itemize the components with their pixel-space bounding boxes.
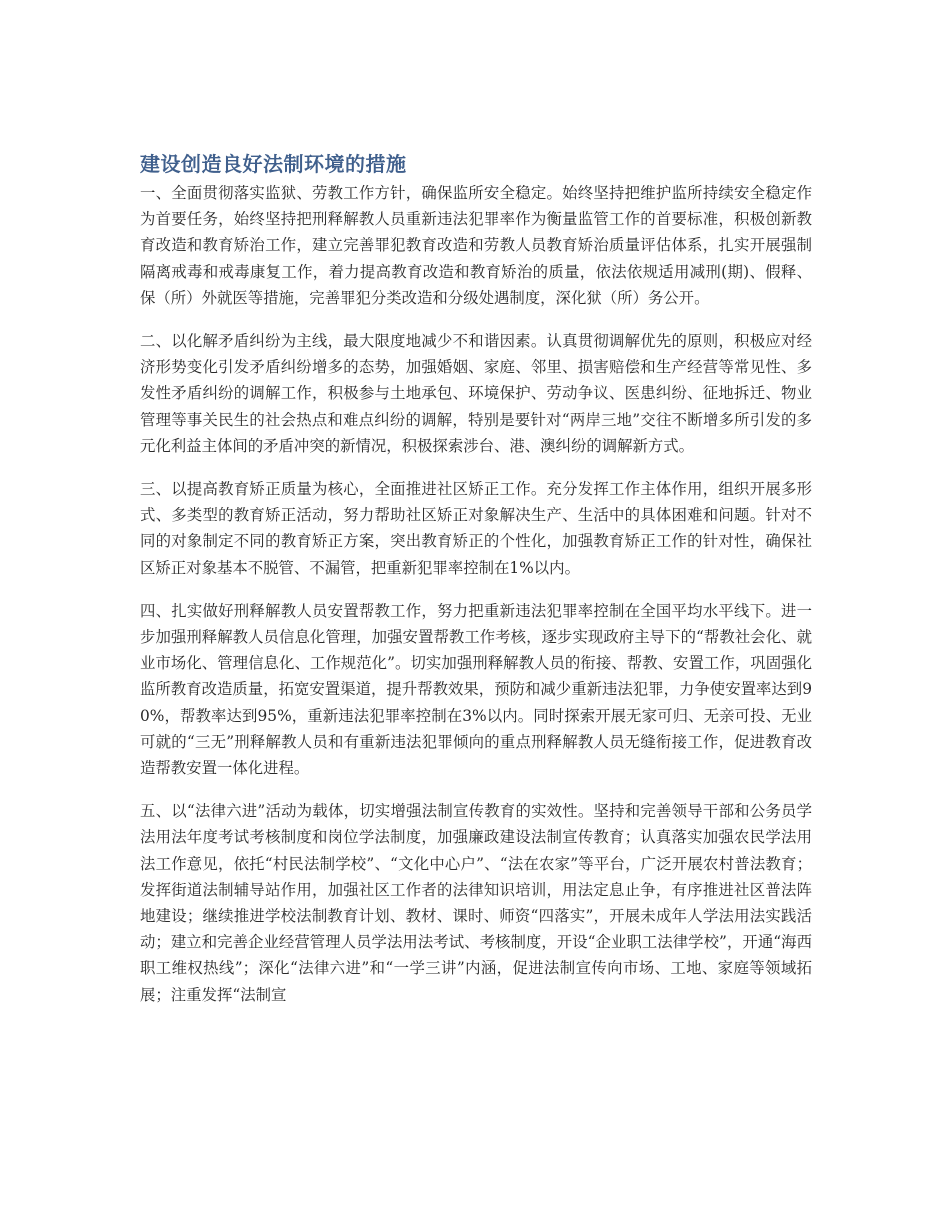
paragraph-2: 二、以化解矛盾纠纷为主线，最大限度地减少不和谐因素。认真贯彻调解优先的原则，积极应对经济形势变化引发矛盾纠纷增多的态势，加强婚姻、家庭、邻里、损害赔偿和生产经营等常见性、多发性矛盾纠纷的调解工作，积极参与土地承包、环境保护、劳动争议、医患纠纷、征地拆迁、物业管理等事关民生的社会热点和难点纠纷的调解，特别是要针对“两岸三地”交往不断增多所引发的多元化利益主体间的矛盾冲突的新情况，积极探索涉台、港、澳纠纷的调解新方式。 <box>140 332 812 455</box>
paragraph-3: 三、以提高教育矫正质量为核心，全面推进社区矫正工作。充分发挥工作主体作用，组织开展多形式、多类型的教育矫正活动，努力帮助社区矫正对象解决生产、生活中的具体困难和问题。针对不同的对象制定不同的教育矫正方案，突出教育矫正的个性化，加强教育矫正工作的针对性，确保社区矫正对象基本不脱管、不漏管，把重新犯罪率控制在1%以内。 <box>140 480 812 577</box>
document-body <box>140 150 812 1025</box>
document-title: 建设创造良好法制环境的措施 <box>140 152 407 176</box>
paragraph-5: 五、以“法律六进”活动为载体，切实增强法制宣传教育的实效性。坚持和完善领导干部和公务员学法用法年度考试考核制度和岗位学法制度，加强廉政建设法制宣传教育；认真落实加强农民学法用法工作意见，依托“村民法制学校”、“文化中心户”、“法在农家”等平台，广泛开展农村普法教育；发挥街道法制辅导站作用，加强社区工作者的法律知识培训，用法定息止争，有序推进社区普法阵地建设；继续推进学校法制教育计划、教材、课时、师资“四落实”，开展未成年人学法用法实践活动；建立和完善企业经营管理人员学法用法考试、考核制度，开设“企业职工法律学校”，开通“海西职工维权热线”；深化“法律六进”和“一学三讲”内涵，促进法制宣传向市场、工地、家庭等领域拓展；注重发挥“法制宣 <box>140 802 812 1004</box>
paragraph-1: 一、全面贯彻落实监狱、劳教工作方针，确保监所安全稳定。始终坚持把维护监所持续安全稳定作为首要任务，始终坚持把刑释解教人员重新违法犯罪率作为衡量监管工作的首要标准，积极创新教育改造和教育矫治工作，建立完善罪犯教育改造和劳教人员教育矫治质量评估体系，扎实开展强制隔离戒毒和戒毒康复工作，着力提高教育改造和教育矫治的质量，依法依规适用减刑(期)、假释、保（所）外就医等措施，完善罪犯分类改造和分级处遇制度，深化狱（所）务公开。 <box>140 184 812 307</box>
paragraph-4: 四、扎实做好刑释解教人员安置帮教工作，努力把重新违法犯罪率控制在全国平均水平线下。进一步加强刑释解教人员信息化管理，加强安置帮教工作考核，逐步实现政府主导下的“帮教社会化、就业市场化、管理信息化、工作规范化”。切实加强刑释解教人员的衔接、帮教、安置工作，巩固强化监所教育改造质量，拓宽安置渠道，提升帮教效果，预防和减少重新违法犯罪，力争使安置率达到90%，帮教率达到95%，重新违法犯罪率控制在3%以内。同时探索开展无家可归、无亲可投、无业可就的“三无”刑释解教人员和有重新违法犯罪倾向的重点刑释解教人员无缝衔接工作，促进教育改造帮教安置一体化进程。 <box>140 601 812 778</box>
